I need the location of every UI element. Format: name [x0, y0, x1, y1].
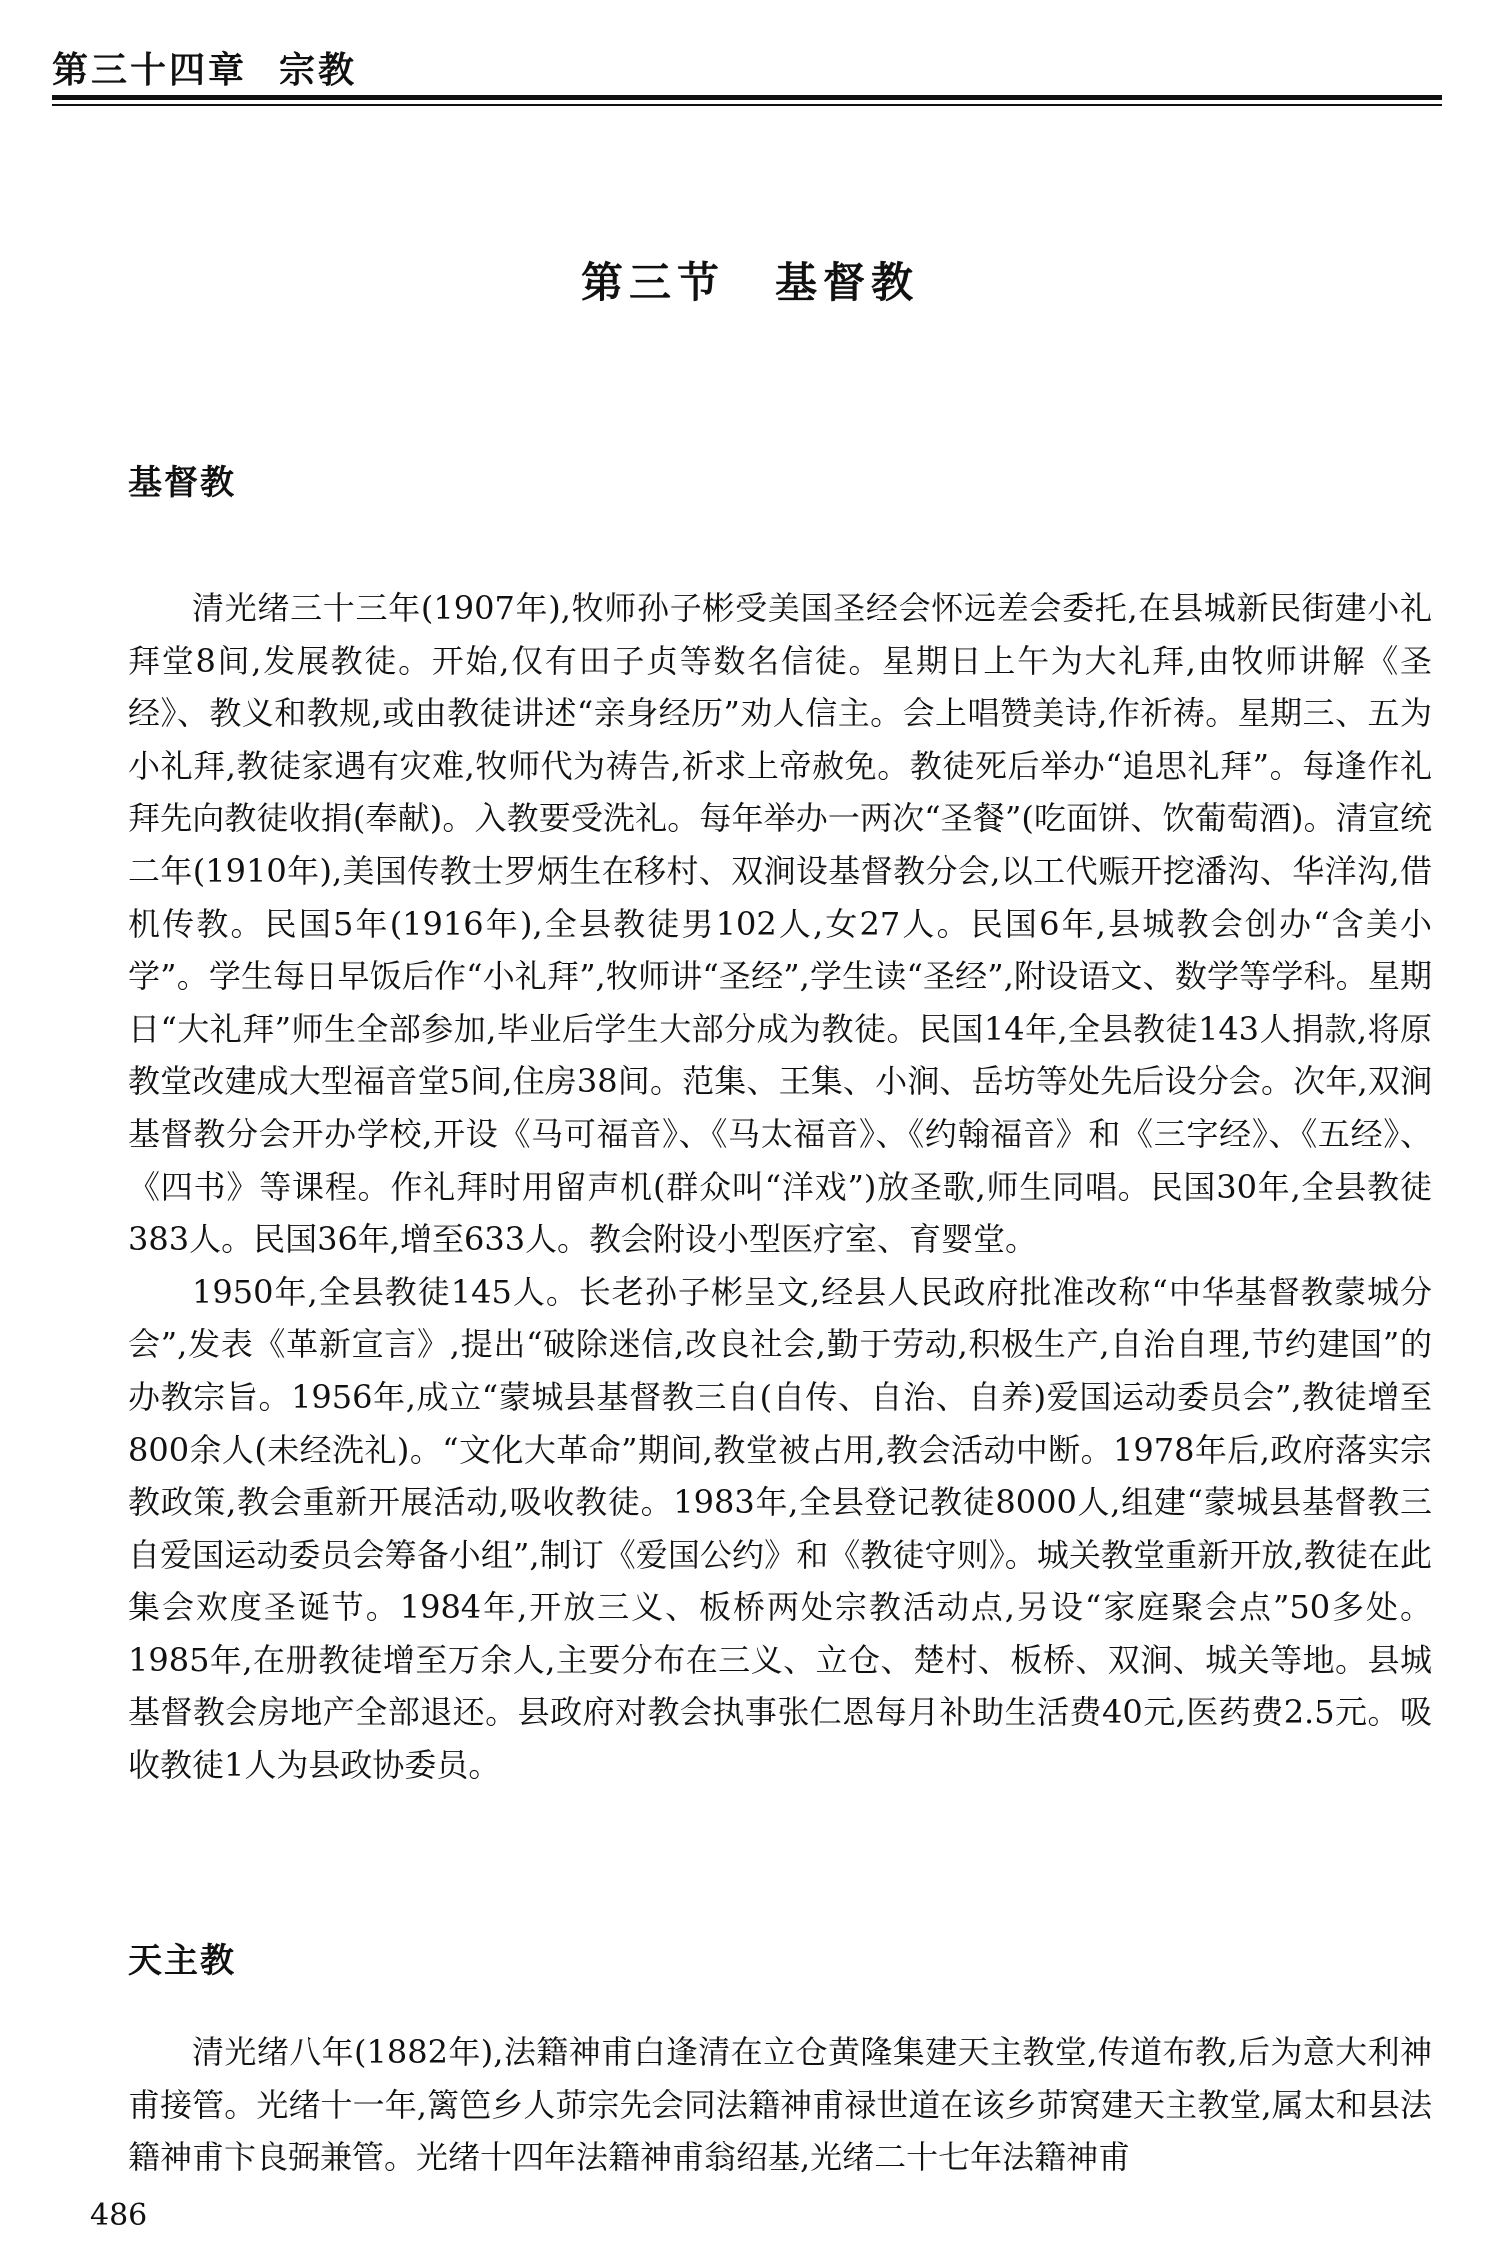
section-label: 第三节 [580, 258, 725, 307]
section-name: 基督教 [775, 258, 920, 307]
running-header [52, 42, 357, 93]
subsection-heading-catholicism: 天主教 [128, 1941, 236, 1981]
catholicism-body [128, 2026, 1432, 2184]
header-rule-thin [52, 104, 1442, 106]
section-title [0, 250, 1500, 310]
paragraph: 清光绪三十三年(1907年),牧师孙子彬受美国圣经会怀远差会委托,在县城新民街建小礼拜堂8间,发展教徒。开始,仅有田子贞等数名信徒。星期日上午为大礼拜,由牧师讲解《圣经》、教义和教规,或由教徒讲述“亲身经历”劝人信主。会上唱赞美诗,作祈祷。星期三、五为小礼拜,教徒家遇有灾难,牧师代为祷告,祈求上帝赦免。教徒死后举办“追思礼拜”。每逢作礼拜先向教徒收捐(奉献)。入教要受洗礼。每年举办一两次“圣餐”(吃面饼、饮葡萄酒)。清宣统二年(1910年),美国传教士罗炳生在移村、双涧设基督教分会,以工代赈开挖潘沟、华洋沟,借机传教。民国5年(1916年),全县教徒男102人,女27人。民国6年,县城教会创办“含美小学”。学生每日早饭后作“小礼拜”,牧师讲“圣经”,学生读“圣经”,附设语文、数学等学科。星期日“大礼拜”师生全部参加,毕业后学生大部分成为教徒。民国14年,全县教徒143人捐款,将原教堂改建成大型福音堂5间,住房38间。范集、王集、小涧、岳坊等处先后设分会。次年,双涧基督教分会开办学校,开设《马可福音》、《马太福音》、《约翰福音》和《三字经》、《五经》、《四书》等课程。作礼拜时用留声机(群众叫“洋戏”)放圣歌,师生同唱。民国30年,全县教徒383人。民国36年,增至633人。教会附设小型医疗室、育婴堂。 [128, 589, 1432, 1259]
subsection-heading-christianity: 基督教 [128, 463, 236, 503]
page-number: 486 [90, 2198, 148, 2233]
christianity-body [128, 582, 1432, 1792]
chapter-topic: 宗教 [279, 50, 358, 91]
chapter-label: 第三十四章 [52, 50, 248, 91]
header-rule-thick [52, 95, 1442, 100]
paragraph: 1950年,全县教徒145人。长老孙子彬呈文,经县人民政府批准改称“中华基督教蒙城分会”,发表《革新宣言》,提出“破除迷信,改良社会,勤于劳动,积极生产,自治自理,节约建国”的办教宗旨。1956年,成立“蒙城县基督教三自(自传、自治、自养)爱国运动委员会”,教徒增至800余人(未经洗礼)。“文化大革命”期间,教堂被占用,教会活动中断。1978年后,政府落实宗教政策,教会重新开展活动,吸收教徒。1983年,全县登记教徒8000人,组建“蒙城县基督教三自爱国运动委员会筹备小组”,制订《爱国公约》和《教徒守则》。城关教堂重新开放,教徒在此集会欢度圣诞节。1984年,开放三义、板桥两处宗教活动点,另设“家庭聚会点”50多处。1985年,在册教徒增至万余人,主要分布在三义、立仓、楚村、板桥、双涧、城关等地。县城基督教会房地产全部退还。县政府对教会执事张仁恩每月补助生活费40元,医药费2.5元。吸收教徒1人为县政协委员。 [128, 1272, 1432, 1785]
paragraph: 清光绪八年(1882年),法籍神甫白逢清在立仓黄隆集建天主教堂,传道布教,后为意大利神甫接管。光绪十一年,篱笆乡人茆宗先会同法籍神甫禄世道在该乡茆窝建天主教堂,属太和县法籍神甫卞良弼兼管。光绪十四年法籍神甫翁绍基,光绪二十七年法籍神甫 [128, 2033, 1432, 2177]
